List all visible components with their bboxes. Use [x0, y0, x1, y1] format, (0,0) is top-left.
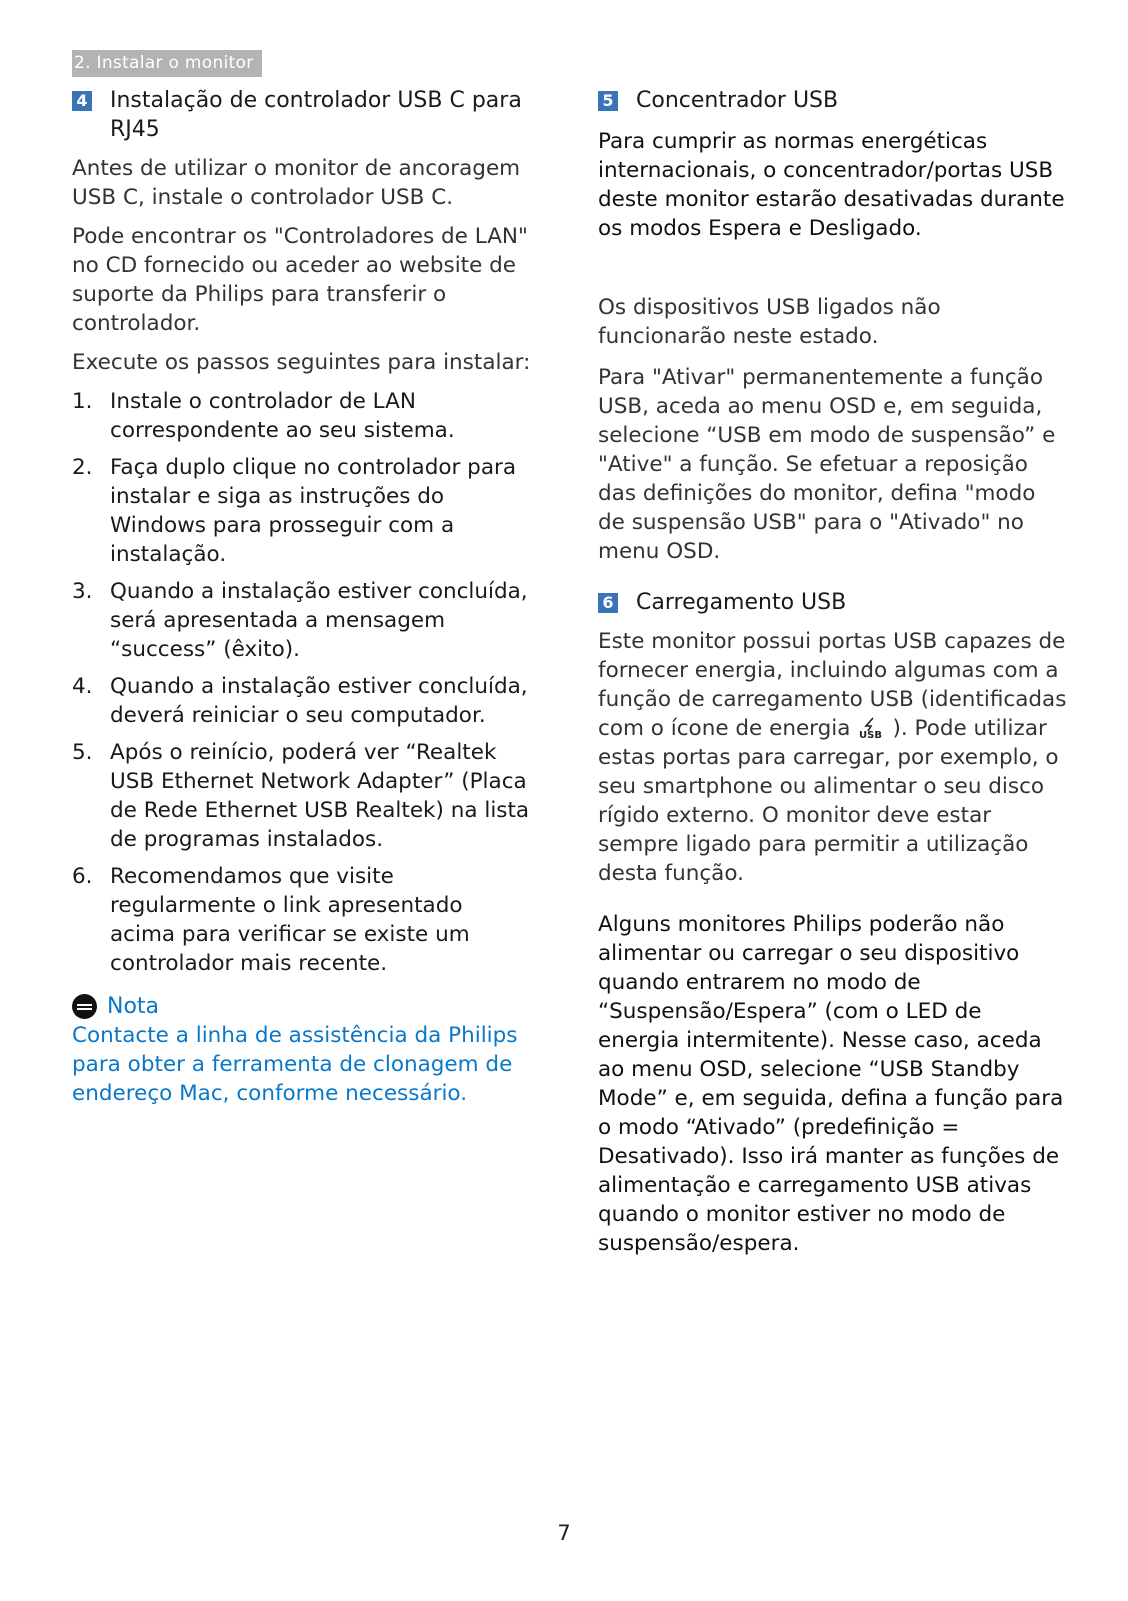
note-heading [72, 992, 532, 1021]
list-item [72, 577, 532, 664]
step-text: Recomendamos que visite regularmente o link apresentado acima para verificar se existe um controlador mais recente. [110, 864, 470, 976]
usb-hub-paragraph-1: Para cumprir as normas energéticas internacionais, o concentrador/portas USB deste monitor estarão desativadas durante os modos Espera e Desligado. [598, 129, 1065, 241]
section-5-number-badge: 5 [598, 91, 618, 111]
section-4-number-badge: 4 [72, 91, 92, 111]
note-text: Contacte a linha de assistência da Philips para obter a ferramenta de clonagem de endereço Mac, conforme necessário. [72, 1023, 518, 1106]
section-4-title: Instalação de controlador USB C para RJ45 [110, 88, 522, 142]
page-number: 7 [557, 1521, 571, 1545]
intro-paragraph-2: Pode encontrar os "Controladores de LAN" no CD fornecido ou aceder ao website de suporte da Philips para transferir o controlador. [72, 224, 528, 336]
section-5-title: Concentrador USB [636, 88, 839, 113]
section-tag: 2. Instalar o monitor [72, 50, 262, 77]
list-item [72, 862, 532, 978]
step-text: Faça duplo clique no controlador para instalar e siga as instruções do Windows para prosseguir com a instalação. [110, 455, 517, 567]
usb-hub-paragraph-3: Para "Ativar" permanentemente a função USB, aceda ao menu OSD e, em seguida, selecione “USB em modo de suspensão” e "Ative" a função. Se efetuar a reposição das definições do monitor, defina "modo de suspensão USB" para o "Ativado" no menu OSD. [598, 365, 1056, 564]
list-item [72, 672, 532, 730]
svg-text:USB: USB [859, 730, 883, 739]
section-4-heading [72, 86, 532, 144]
intro-paragraph-1: Antes de utilizar o monitor de ancoragem USB C, instale o controlador USB C. [72, 156, 521, 210]
standby-paragraph: Alguns monitores Philips poderão não alimentar ou carregar o seu dispositivo quando entrarem no modo de “Suspensão/Espera” (com o LED de energia intermitente). Nesse caso, aceda ao menu OSD, selecione “USB Standby Mode” e, em seguida, defina a função para o modo “Ativado” (predefinição = Desativado). Isso irá manter as funções de alimentação e carregamento USB ativas quando o monitor estiver no modo de suspensão/espera. [598, 912, 1064, 1256]
section-5-heading [598, 86, 1068, 115]
step-number: 1. [72, 389, 93, 414]
step-text: Após o reinício, poderá ver “Realtek USB Ethernet Network Adapter” (Placa de Rede Ethernet USB Realtek) na lista de programas instalados. [110, 740, 530, 852]
step-text: Quando a instalação estiver concluída, será apresentada a mensagem “success” (êxito). [110, 579, 528, 662]
usb-hub-paragraph-2: Os dispositivos USB ligados não funcionarão neste estado. [598, 295, 941, 349]
step-number: 3. [72, 579, 93, 604]
step-text: Quando a instalação estiver concluída, deverá reiniciar o seu computador. [110, 674, 528, 728]
step-text: Instale o controlador de LAN correspondente ao seu sistema. [110, 389, 455, 443]
usb-charging-paragraph [598, 627, 1068, 888]
note-icon [72, 994, 97, 1019]
right-column [598, 86, 1068, 1268]
install-steps-list [72, 387, 532, 978]
usb-charging-text-after: ). Pode utilizar estas portas para carregar, por exemplo, o seu smartphone ou alimentar o seu disco rígido externo. O monitor deve estar sempre ligado para permitir a utilização desta função. [598, 716, 1059, 886]
usb-charging-text-before: Este monitor possui portas USB capazes de fornecer energia, incluindo algumas com a função de carregamento USB (identificadas com o ícone de energia [598, 629, 1067, 741]
list-item [72, 738, 532, 854]
section-6-number-badge: 6 [598, 593, 618, 613]
list-item [72, 453, 532, 569]
step-number: 6. [72, 864, 93, 889]
section-6-heading [598, 588, 1068, 617]
list-item [72, 387, 532, 445]
section-6-title: Carregamento USB [636, 590, 847, 615]
usb-power-icon [856, 717, 886, 739]
intro-paragraph-3: Execute os passos seguintes para instalar: [72, 350, 531, 375]
step-number: 5. [72, 740, 93, 765]
left-column [72, 86, 532, 1108]
step-number: 4. [72, 674, 93, 699]
note-label: Nota [107, 994, 160, 1019]
step-number: 2. [72, 455, 93, 480]
